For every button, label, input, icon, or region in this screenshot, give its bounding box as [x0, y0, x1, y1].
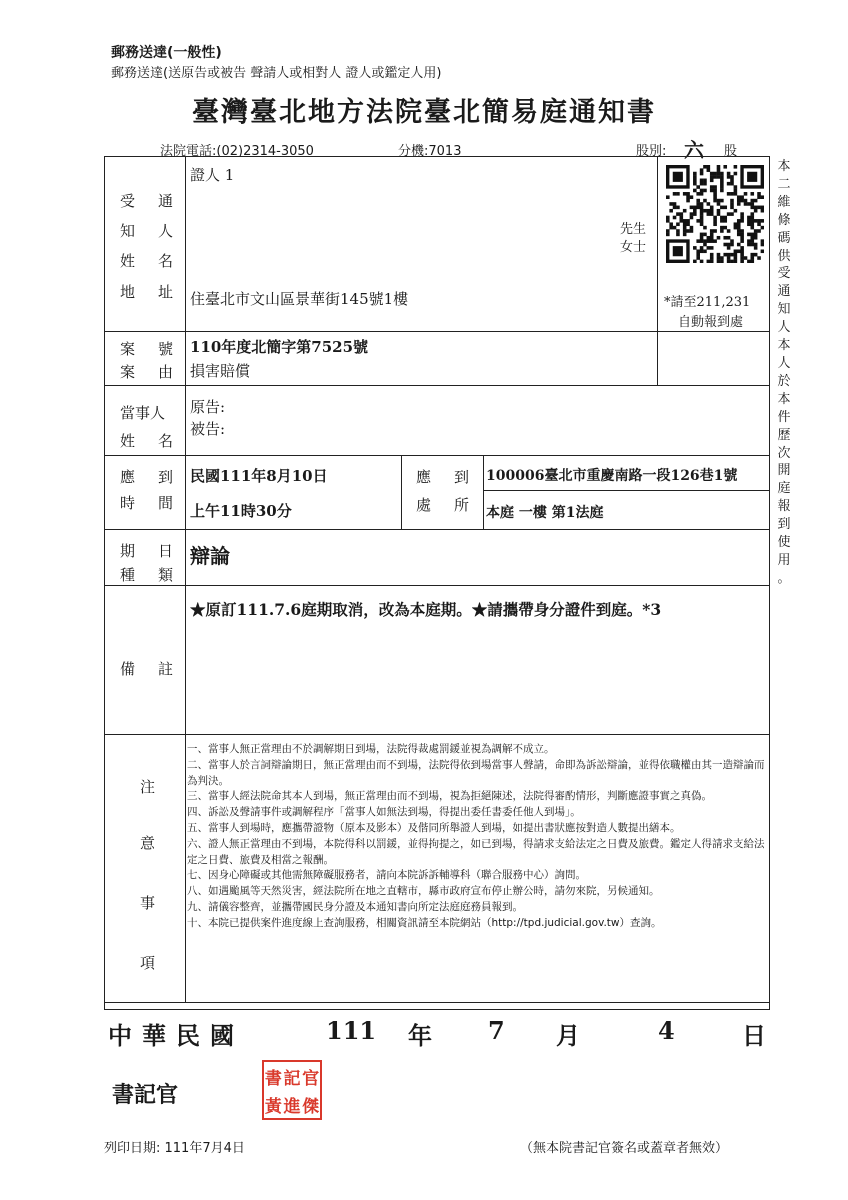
case-cause: 損害賠償 — [190, 362, 251, 380]
remarks-text: ★原訂111.7.6庭期取消，改為本庭期。★請攜帶身分證件到庭。*3 — [190, 600, 662, 619]
division-suffix: 股 — [724, 144, 738, 159]
time-label-a: 應 — [120, 468, 136, 486]
note-item: 三、當事人經法院命其本人到場，無正當理由而不到場，視為拒絕陳述，法院得審酌情形，判斷應證事實之真偽。 — [187, 790, 712, 803]
recipient-label-2b: 人 — [158, 222, 174, 240]
address-label-a: 地 — [120, 283, 136, 301]
clerk-seal — [262, 1060, 322, 1120]
notes-label-1: 注 — [140, 778, 156, 796]
court-phone: 法院電話:(02)2314-3050 — [160, 144, 314, 159]
place-label-d: 所 — [454, 496, 470, 514]
date-era: 中華民國 — [108, 1021, 244, 1050]
recipient-label-1a: 受 — [120, 192, 136, 210]
courtroom: 本庭 一樓 第1法庭 — [486, 505, 604, 521]
note-item: 九、請儀容整齊，並攜帶國民身分證及本通知書向所定法庭庭務員報到。 — [187, 900, 523, 913]
seal-char: 傑 — [302, 1096, 320, 1117]
recipient-label-3a: 姓 — [120, 252, 136, 270]
qr-usage-side-note: 本 二 維 條 碼 供 受 通 知 人 本 人 於 本 件 歷 次 開 庭 報 到 使 用 。 — [777, 159, 791, 586]
parties-label-2a: 姓 — [120, 432, 136, 450]
plaintiff-label: 原告: — [190, 398, 226, 416]
note-item: 一、當事人無正當理由不於調解期日到場，法院得裁處罰鍰並視為調解不成立。 — [187, 743, 555, 755]
defendant-label: 被告: — [190, 420, 226, 438]
date-day: 4 — [658, 1016, 675, 1045]
qr-note-line2: 自動報到處 — [678, 315, 744, 330]
date-year-unit: 年 — [408, 1021, 432, 1050]
session-label-b: 日 — [158, 542, 174, 560]
date-month: 7 — [488, 1016, 505, 1045]
place-label-b: 到 — [454, 468, 470, 486]
case-no-label-a: 案 — [120, 340, 136, 358]
session-type: 辯論 — [190, 544, 230, 568]
seal-char: 官 — [302, 1068, 320, 1089]
note-item: 六、證人無正當理由不到場，本院得科以罰鍰，並得拘提之，如已到場，得請求支給法定之日費及旅費。鑑定人得請求支給法定之日費、旅費及相當之報酬。 — [187, 837, 765, 866]
note-item: 七、因身心障礙或其他需無障礙服務者，請向本院訴訴輔導科（聯合服務中心）詢問。 — [187, 869, 586, 882]
seal-char: 書 — [264, 1068, 282, 1089]
notes-label-2: 意 — [140, 834, 156, 852]
notes-list — [187, 742, 767, 932]
recipient-label-2a: 知 — [120, 222, 136, 240]
time-label-b: 到 — [158, 468, 174, 486]
clerk-label: 書記官 — [112, 1082, 179, 1108]
parties-label-1: 當事人 — [120, 404, 166, 422]
court-address: 100006臺北市重慶南路一段126巷1號 — [486, 468, 738, 484]
print-date: 列印日期: 111年7月4日 — [104, 1141, 245, 1156]
session-label-d: 類 — [158, 566, 174, 584]
case-no-label-b: 號 — [158, 340, 174, 358]
note-item: 八、如遇颱風等天然災害，經法院所在地之直轄市，縣市政府宣布停止辦公時，請勿來院，另候通知。 — [187, 885, 660, 898]
recipient-address: 住臺北市文山區景華街145號1樓 — [190, 290, 409, 308]
address-label-b: 址 — [158, 283, 174, 301]
appearance-date: 民國111年8月10日 — [190, 467, 328, 485]
date-month-unit: 月 — [556, 1021, 580, 1050]
case-cause-label-b: 由 — [158, 363, 174, 381]
note-item: 二、當事人於言詞辯論期日，無正當理由而不到場，法院得依到場當事人聲請，命即為訴訟辯論，並得依職權由其一造辯論而為判決。 — [187, 758, 765, 787]
title-male: 先生 — [620, 222, 647, 237]
delivery-type-title: 郵務送達(一般性) — [111, 45, 222, 61]
document-title: 臺灣臺北地方法院臺北簡易庭通知書 — [192, 97, 656, 128]
date-day-unit: 日 — [742, 1021, 766, 1050]
session-label-c: 種 — [120, 566, 136, 584]
note-item: 五、當事人到場時，應攜帶證物（原本及影本）及偕同所舉證人到場，如提出書狀應按對造人數提出繕本。 — [187, 821, 681, 834]
remarks-label-b: 註 — [158, 660, 174, 678]
redacted-recipient-name — [262, 164, 334, 182]
division-value: 六 — [684, 138, 704, 162]
seal-char: 記 — [283, 1068, 301, 1089]
note-item: 四、訴訟及聲請事件或調解程序「當事人如無法到場，得提出委任書委任他人到場」。 — [187, 806, 581, 819]
recipient-label-1b: 通 — [158, 192, 174, 210]
validity-disclaimer: （無本院書記官簽名或蓋章者無效） — [520, 1141, 729, 1156]
date-year: 111 — [326, 1016, 377, 1045]
place-label-a: 應 — [416, 468, 432, 486]
seal-char: 黃 — [264, 1096, 282, 1117]
case-cause-label-a: 案 — [120, 363, 136, 381]
division-label: 股別: — [636, 144, 667, 159]
seal-char: 進 — [283, 1096, 301, 1117]
place-label-c: 處 — [416, 496, 432, 514]
case-number: 110年度北簡字第7525號 — [190, 338, 369, 356]
delivery-type-subtitle: 郵務送達(送原告或被告 聲請人或相對人 證人或鑑定人用) — [111, 66, 442, 81]
qr-code-icon — [666, 165, 764, 263]
notes-label-4: 項 — [140, 954, 156, 972]
qr-note-line1: *請至211,231 — [664, 295, 751, 310]
recipient-role: 證人 1 — [190, 166, 235, 184]
title-female: 女士 — [620, 240, 647, 255]
phone-extension: 分機:7013 — [398, 144, 462, 159]
time-label-c: 時 — [120, 494, 136, 512]
appearance-time: 上午11時30分 — [190, 502, 292, 520]
notes-label-3: 事 — [140, 894, 156, 912]
time-label-d: 間 — [158, 494, 174, 512]
parties-label-2b: 名 — [158, 432, 174, 450]
remarks-label-a: 備 — [120, 660, 136, 678]
recipient-label-3b: 名 — [158, 252, 174, 270]
session-label-a: 期 — [120, 542, 136, 560]
note-item: 十、本院已提供案件進度線上查詢服務，相關資訊請至本院網站（http://tpd.judicial.gov.tw）查詢。 — [187, 916, 662, 929]
redacted-party-names — [232, 395, 308, 433]
